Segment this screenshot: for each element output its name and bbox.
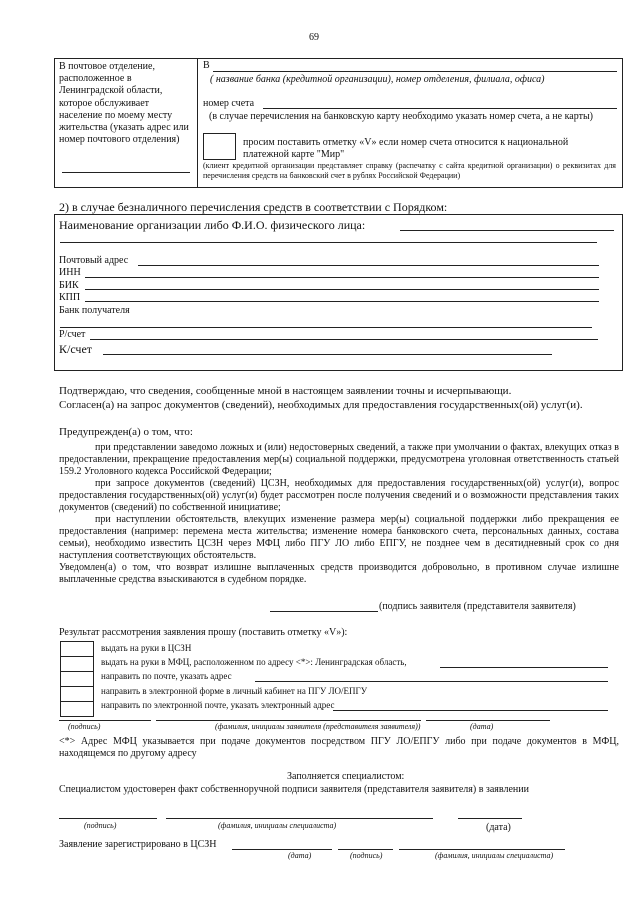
option-checkbox-post[interactable]: [60, 671, 94, 687]
org-name-label: Наименование организации либо Ф.И.О. физического лица:: [59, 218, 366, 232]
option-label-cszn: выдать на руки в ЦСЗН: [101, 643, 192, 653]
specialist-fio-caption: (фамилия, инициалы специалиста): [218, 821, 337, 830]
registration-signature-line[interactable]: [338, 849, 393, 850]
specialist-signature-line[interactable]: [59, 818, 157, 819]
option-checkbox-cabinet[interactable]: [60, 686, 94, 702]
confirm-accuracy: Подтверждаю, что сведения, сообщенные мной в настоящем заявлении точны и исчерпывающи.: [59, 385, 512, 397]
ks-label: К/счет: [59, 342, 93, 356]
specialist-date-line[interactable]: [458, 818, 522, 819]
mir-checkbox[interactable]: [203, 133, 236, 160]
rs-label: Р/счет: [59, 329, 86, 340]
section2-heading: 2) в случае безналичного перечисления средств в соответствии с Порядком:: [59, 200, 448, 214]
bik-input[interactable]: [85, 289, 599, 290]
post-address-line[interactable]: [255, 681, 608, 682]
mir-text-line1: просим поставить отметку «V» если номер счета относится к национальной: [243, 137, 569, 148]
bank-prefix: В: [203, 60, 210, 71]
bank-recipient-input[interactable]: [60, 327, 592, 328]
option-checkbox-cszn[interactable]: [60, 641, 94, 657]
applicant-signature-caption: (подпись заявителя (представителя заявителя): [379, 601, 576, 612]
registration-date-line[interactable]: [232, 849, 332, 850]
registration-fio-line[interactable]: [399, 849, 565, 850]
table-divider: [197, 58, 198, 187]
postal-address-input[interactable]: [138, 265, 599, 266]
mfc-footnote: <*> Адрес МФЦ указывается при подаче документов посредством ПГУ ЛО/ЕПГУ либо при подаче документов в МФЦ, находящемся по другому адресу: [59, 736, 619, 759]
account-number-line[interactable]: [263, 108, 617, 109]
client-note: (клиент кредитной организации представляет справку (распечатку с сайта кредитной организации) о реквизитах для перечисления средств на банковский счет в рублях Российской Федерации): [203, 161, 616, 180]
result-fio-line[interactable]: [156, 720, 421, 721]
postal-address-line[interactable]: [62, 172, 190, 173]
refund-notice: Уведомлен(а) о том, что возврат излишне выплаченных средств производится добровольно, в противном случае излишне выплаченные средства взыскиваются в судебном порядке.: [59, 562, 619, 585]
account-hint: (в случае перечисления на банковскую карту необходимо указать номер счета, а не карты): [209, 111, 594, 122]
option-label-mfc: выдать на руки в МФЦ, расположенном по адресу <*>: Ленинградская область,: [101, 657, 407, 667]
bik-label: БИК: [59, 280, 79, 291]
specialist-title: Заполняется специалистом:: [287, 771, 405, 782]
rs-input[interactable]: [90, 339, 598, 340]
option-checkbox-email[interactable]: [60, 701, 94, 717]
inn-label: ИНН: [59, 267, 81, 278]
email-address-line[interactable]: [333, 710, 608, 711]
bank-hint: ( название банка (кредитной организации), номер отделения, филиала, офиса): [210, 74, 545, 85]
warned-label: Предупрежден(а) о том, что:: [59, 426, 193, 438]
result-heading: Результат рассмотрения заявления прошу (поставить отметку «V»):: [59, 627, 348, 638]
mir-text-line2: платежной карте "Мир": [243, 149, 345, 160]
bank-recipient-label: Банк получателя: [59, 305, 130, 316]
org-name-line2[interactable]: [60, 242, 597, 243]
ks-input[interactable]: [103, 354, 552, 355]
specialist-date-caption: (дата): [486, 822, 511, 833]
applicant-signature-line[interactable]: [270, 611, 378, 612]
registered-label: Заявление зарегистрировано в ЦСЗН: [59, 839, 217, 850]
bank-name-line[interactable]: [213, 71, 617, 72]
org-name-input[interactable]: [400, 230, 614, 231]
inn-input[interactable]: [85, 277, 599, 278]
kpp-label: КПП: [59, 292, 81, 303]
result-fio-caption: (фамилия, инициалы заявителя (представителя заявителя)): [215, 722, 421, 731]
specialist-signature-caption: (подпись): [84, 821, 117, 830]
mfc-address-line[interactable]: [440, 667, 608, 668]
warning-document-request: при запросе документов (сведений) ЦСЗН, необходимых для предоставления государственных(ой) услуг(и), вопрос предоставления государственных(ой) услуг(и) будет рассмотрен после получения сведений и о возможности представления таких документов (сведений) по собственной инициативе;: [59, 478, 619, 513]
postal-address-label: Почтовый адрес: [59, 255, 129, 266]
registration-date-caption: (дата): [288, 851, 312, 860]
option-checkbox-mfc[interactable]: [60, 656, 94, 672]
result-date-line[interactable]: [426, 720, 550, 721]
specialist-fio-line[interactable]: [166, 818, 433, 819]
warning-false-info: при представлении заведомо ложных и (или) недостоверных сведений, а также при умолчании о фактах, влекущих отказ в предоставлении, прекращение предоставления мер(ы) социальной поддержки, предусмотрена уголовная ответственность статьей 159.2 Уголовного кодекса Российской Федерации;: [59, 442, 619, 477]
postal-office-label: В почтовое отделение, расположенное в Ленинградской области, которое обслуживает население по моему месту жительства (указать адрес или номер почтового отделения): [59, 61, 189, 146]
specialist-verified-text: Специалистом удостоверен факт собственноручной подписи заявителя (представителя заявителя) в заявлении: [59, 784, 529, 795]
consent-request: Согласен(а) на запрос документов (сведений), необходимых для предоставления государственных(ой) услуг(и).: [59, 399, 583, 411]
account-label: номер счета: [203, 98, 255, 109]
kpp-input[interactable]: [85, 301, 599, 302]
option-label-post: направить по почте, указать адрес: [101, 671, 232, 681]
page-number: 69: [309, 32, 319, 43]
registration-signature-caption: (подпись): [350, 851, 383, 860]
result-date-caption: (дата): [470, 722, 494, 731]
option-label-cabinet: направить в электронной форме в личный кабинет на ПГУ ЛО/ЕПГУ: [101, 686, 368, 696]
registration-fio-caption: (фамилия, инициалы специалиста): [435, 851, 554, 860]
cashless-table: [54, 214, 623, 371]
option-label-email: направить по электронной почте, указать электронный адрес: [101, 700, 335, 710]
warning-change-notify: при наступлении обстоятельств, влекущих изменение размера мер(ы) социальной поддержки либо прекращения ее предоставления (например: перемена места жительства; изменение номера банковского счета, персональных данных, состава семьи), необходимо известить ЦСЗН через МФЦ либо ПГУ ЛО либо ЕПГУ, не позднее чем в десятидневный срок со дня наступления соответствующих обстоятельств.: [59, 514, 619, 561]
result-signature-line[interactable]: [59, 720, 151, 721]
result-signature-caption: (подпись): [68, 722, 101, 731]
